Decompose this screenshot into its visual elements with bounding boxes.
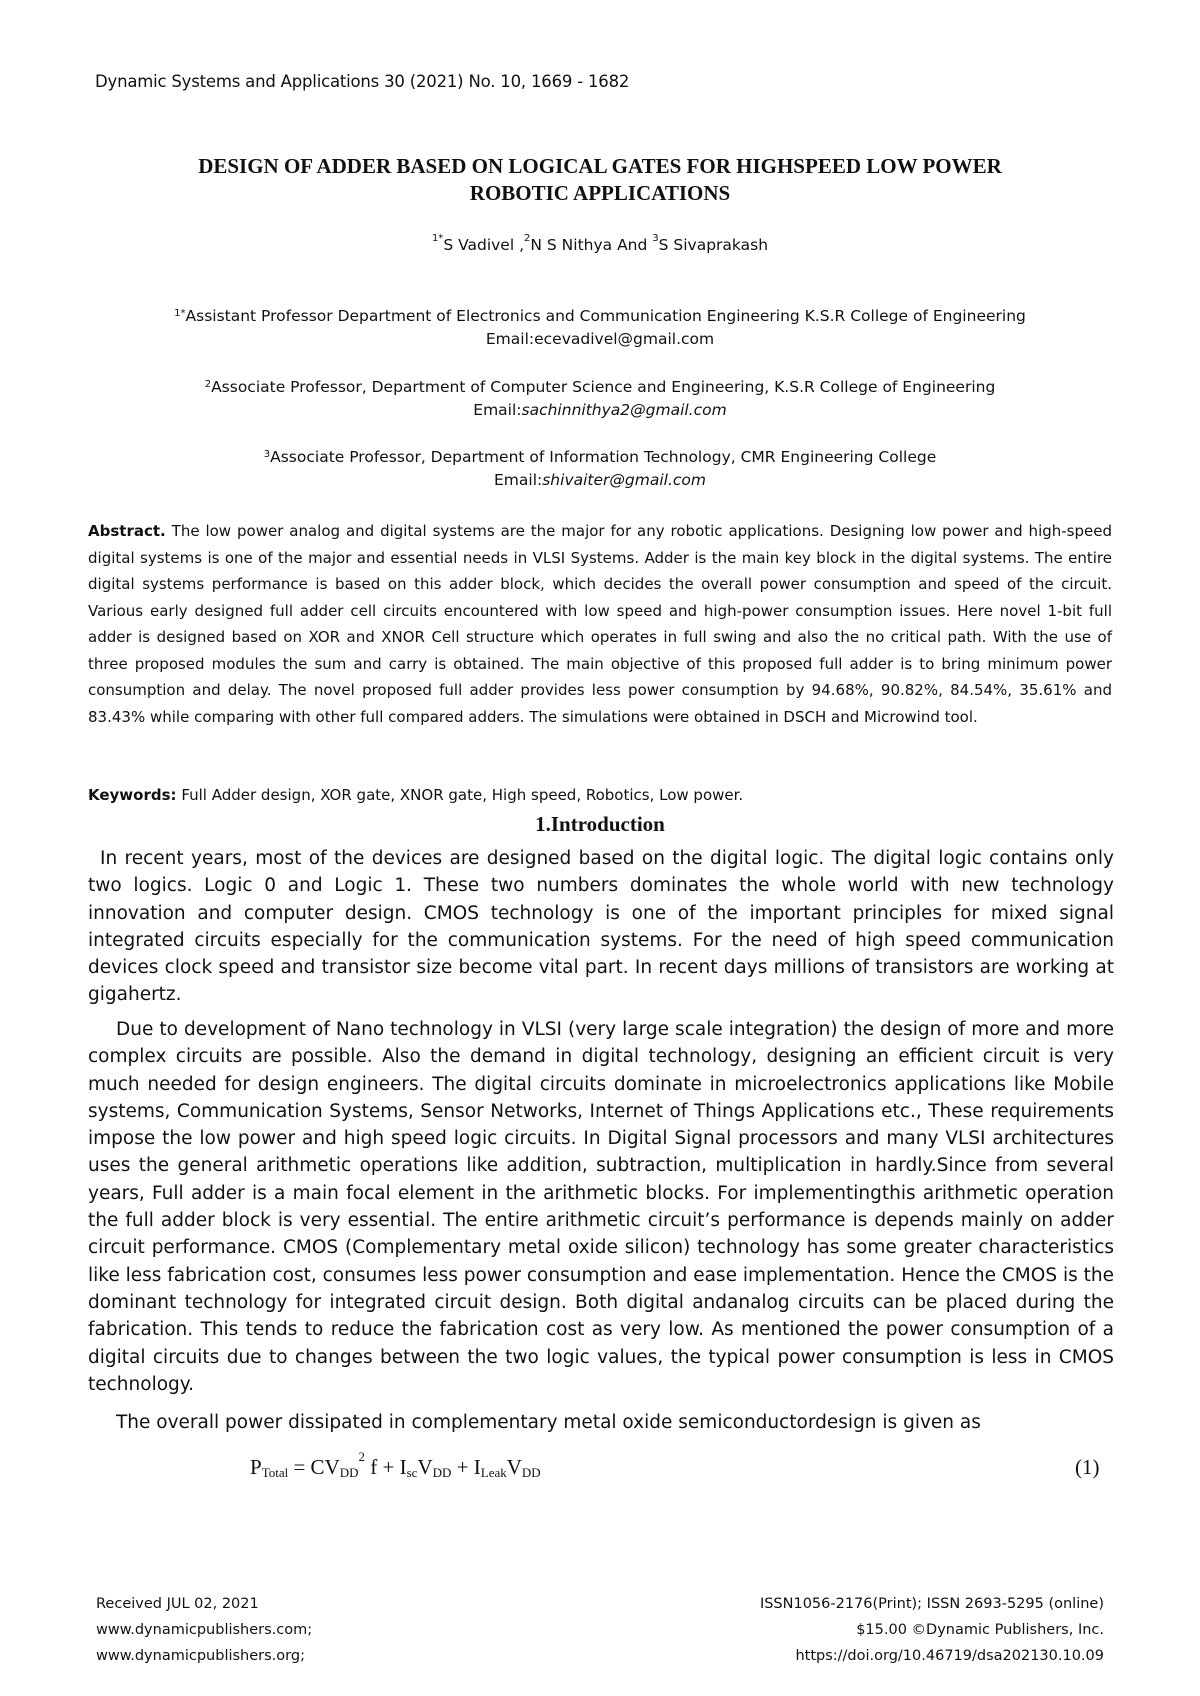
keywords-label: Keywords:: [88, 786, 177, 804]
author-1-marker: 1*: [431, 233, 444, 244]
received-date: Received JUL 02, 2021: [96, 1596, 259, 1612]
equation-1: $P_{Total} = CV_{DD}^2$ $f + I_{sc}V_{DD} + I_{Leak}V_{DD}$: [250, 1449, 541, 1480]
affiliation-3: [95, 446, 1105, 492]
keywords: [88, 786, 1112, 804]
author-1: S Vadivel ,: [443, 236, 524, 254]
author-2: N S Nithya And: [530, 236, 653, 254]
affiliation-3-email: shivaiter@gmail.com: [542, 471, 706, 489]
affiliation-2-email: sachinnithya2@gmail.com: [521, 401, 727, 419]
affiliation-2-text: Associate Professor, Department of Computer Science and Engineering, K.S.R College of Engineering: [211, 378, 996, 396]
paper-title: [95, 153, 1105, 207]
issn: ISSN1056-2176(Print); ISSN 2693-5295 (online): [759, 1596, 1104, 1612]
equation-number: (1): [1075, 1455, 1100, 1479]
abstract-label: Abstract.: [88, 522, 166, 540]
affiliation-1-email: ecevadivel@gmail.com: [534, 330, 715, 348]
body-paragraph-3: The overall power dissipated in complementary metal oxide semiconductordesign is given as: [116, 1412, 981, 1433]
section-heading: 1.Introduction: [535, 812, 665, 836]
body-paragraph-2: Due to development of Nano technology in VLSI (very large scale integration) the design of more and more complex circuits are possible. Also the demand in digital technology, designing an efficient circuit is very much needed for design engineers. The digital circuits dominate in microelectronics applications like Mobile systems, Communication Systems, Sensor Networks, Internet of Things Applications etc., These requirements impose the low power and high speed logic circuits. In Digital Signal processors and many VLSI architectures uses the general arithmetic operations like addition, subtraction, multiplication in hardly.Since from several years, Full adder is a main focal element in the arithmetic blocks. For implementingthis arithmetic operation the full adder block is very essential. The entire arithmetic circuit’s performance is depends mainly on adder circuit performance. CMOS (Complementary metal oxide silicon) technology has some greater characteristics like less fabrication cost, consumes less power consumption and ease implementation. Hence the CMOS is the dominant technology for integrated circuit design. Both digital andanalog circuits can be placed during the fabrication. This tends to reduce the fabrication cost as very low. As mentioned the power consumption of a digital circuits due to changes between the two logic values, the typical power consumption is less in CMOS technology.: [88, 1019, 1114, 1395]
author-list: [95, 233, 1105, 254]
author-3: S Sivaprakash: [658, 236, 769, 254]
author-2-marker: 2: [524, 233, 531, 244]
email-label: Email:: [473, 401, 522, 419]
email-label: Email:: [485, 330, 535, 348]
author-3-marker: 3: [652, 233, 659, 244]
footer-right: [760, 1591, 1104, 1669]
affiliation-1-text: Assistant Professor Department of Electronics and Communication Engineering K.S.R College of Engineering: [185, 307, 1026, 325]
publisher-link-com[interactable]: www.dynamicpublishers.com;: [96, 1622, 313, 1638]
keywords-text: Full Adder design, XOR gate, XNOR gate, High speed, Robotics, Low power.: [176, 786, 744, 804]
price-copyright: $15.00 ©Dynamic Publishers, Inc.: [856, 1622, 1104, 1638]
affiliation-3-text: Associate Professor, Department of Information Technology, CMR Engineering College: [270, 448, 937, 466]
journal-header: Dynamic Systems and Applications 30 (2021) No. 10, 1669 - 1682: [95, 72, 630, 91]
footer-left: [96, 1591, 312, 1669]
affiliation-2: [95, 376, 1105, 422]
affiliation-2-marker: 2: [204, 379, 212, 390]
affiliation-1: [95, 305, 1105, 351]
doi-link[interactable]: https://doi.org/10.46719/dsa202130.10.09: [795, 1648, 1104, 1664]
title-line-1: DESIGN OF ADDER BASED ON LOGICAL GATES FOR HIGHSPEED LOW POWER: [198, 154, 1002, 178]
affiliation-3-marker: 3: [263, 449, 271, 460]
abstract: [88, 518, 1112, 730]
title-line-2: ROBOTIC APPLICATIONS: [469, 181, 731, 205]
body-paragraph-1: In recent years, most of the devices are designed based on the digital logic. The digital logic contains only two logics. Logic 0 and Logic 1. These two numbers dominates the whole world with new technology innovation and computer design. CMOS technology is one of the important principles for mixed signal integrated circuits especially for the communication systems. For the need of high speed communication devices clock speed and transistor size become vital part. In recent days millions of transistors are working at gigahertz.: [88, 848, 1114, 1006]
publisher-link-org[interactable]: www.dynamicpublishers.org;: [96, 1648, 305, 1664]
email-label: Email:: [494, 471, 543, 489]
abstract-text: The low power analog and digital systems are the major for any robotic applications. Designing low power and high-speed digital systems is one of the major and essential needs in VLSI Systems. Adder is the main key block in the digital systems. The entire digital systems performance is based on this adder block, which decides the overall power consumption and speed of the circuit. Various early designed full adder cell circuits encountered with low speed and high-power consumption issues. Here novel 1-bit full adder is designed based on XOR and XNOR Cell structure which operates in full swing and also the no critical path. With the use of three proposed modules the sum and carry is obtained. The main objective of this proposed full adder is to bring minimum power consumption and delay. The novel proposed full adder provides less power consumption by 94.68%, 90.82%, 84.54%, 35.61% and 83.43% while comparing with other full compared adders. The simulations were obtained in DSCH and Microwind tool.: [88, 522, 1112, 726]
affiliation-1-marker: 1*: [174, 308, 186, 319]
